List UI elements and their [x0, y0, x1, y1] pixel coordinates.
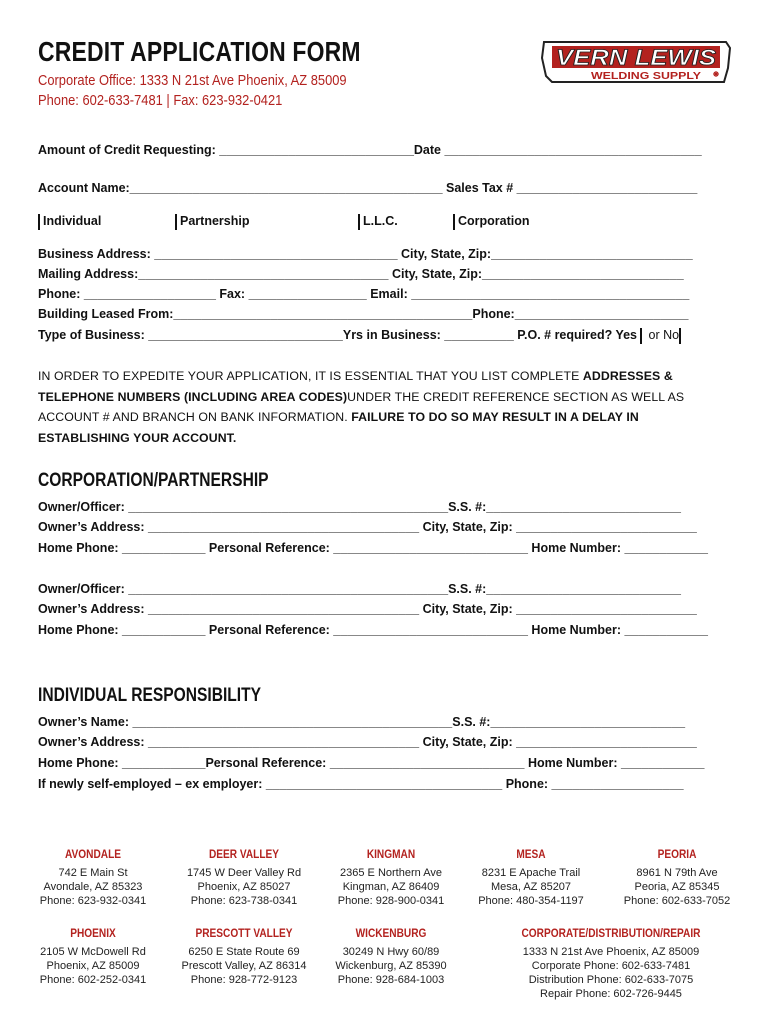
location-phoenix: PHOENIX 2105 W McDowell Rd Phoenix, AZ 85009 Phone: 602-252-0341: [18, 927, 168, 987]
owner-address-row-1[interactable]: Owner’s Address: _______________________________________ City, State, Zip: __________________________: [38, 520, 697, 534]
business-address-row[interactable]: Business Address: ___________________________________ City, State, Zip:_____________________________: [38, 247, 693, 261]
owner-officer-row-1[interactable]: Owner/Officer: ______________________________________________S.S. #:____________________________: [38, 500, 681, 514]
individual-address-row[interactable]: Owner’s Address: _______________________________________ City, State, Zip: __________________________: [38, 735, 697, 749]
home-phone-row-1[interactable]: Home Phone: ____________ Personal Reference: ____________________________ Home Number: ____________: [38, 541, 708, 555]
corporate-phone-fax: Phone: 602-633-7481 | Fax: 623-932-0421: [38, 92, 283, 109]
checkbox-icon[interactable]: [175, 214, 177, 230]
logo-text-bottom: WELDING SUPPLY: [591, 71, 702, 82]
amount-date-row[interactable]: Amount of Credit Requesting: ____________________________Date _____________________________________: [38, 143, 702, 157]
location-name: KINGMAN: [366, 849, 416, 861]
corporation-heading: CORPORATION/PARTNERSHIP: [38, 470, 269, 491]
corporate-office: Corporate Office: 1333 N 21st Ave Phoenix, AZ 85009: [38, 72, 347, 89]
location-name: DEER VALLEY: [208, 849, 280, 861]
checkbox-corporation[interactable]: Corporation: [453, 214, 530, 229]
individual-heading: INDIVIDUAL RESPONSIBILITY: [38, 685, 262, 706]
owner-address-row-2[interactable]: Owner’s Address: _______________________________________ City, State, Zip: __________________________: [38, 602, 697, 616]
location-corporate: CORPORATE/DISTRIBUTION/REPAIR 1333 N 21st Ave Phoenix, AZ 85009 Corporate Phone: 602-633-7481 Distribution Phone: 602-633-7075 Repair Phone: 602-726-9445: [500, 927, 722, 1001]
checkbox-icon[interactable]: [358, 214, 360, 230]
location-name: PRESCOTT VALLEY: [195, 928, 293, 940]
location-wickenburg: WICKENBURG 30249 N Hwy 60/89 Wickenburg, AZ 85390 Phone: 928-684-1003: [316, 927, 466, 987]
notice-paragraph: IN ORDER TO EXPEDITE YOUR APPLICATION, IT IS ESSENTIAL THAT YOU LIST COMPLETE ADDRESSES & TELEPHONE NUMBERS (INCLUDING AREA CODES)UNDER THE CREDIT REFERENCE SECTION AS WELL AS ACCOUNT # AND BRANCH ON BANK INFORMATION. FAILURE TO DO SO MAY RESULT IN A DELAY IN ESTABLISHING YOUR ACCOUNT.: [38, 369, 685, 445]
location-name: PHOENIX: [70, 928, 116, 940]
location-name: WICKENBURG: [355, 928, 427, 940]
location-deer-valley: DEER VALLEY 1745 W Deer Valley Rd Phoenix, AZ 85027 Phone: 623-738-0341: [169, 848, 319, 908]
self-employed-row[interactable]: If newly self-employed – ex employer: __________________________________ Phone: ___________________: [38, 777, 684, 791]
checkbox-individual[interactable]: Individual: [38, 214, 101, 229]
checkbox-icon[interactable]: [38, 214, 40, 230]
building-leased-row[interactable]: Building Leased From:___________________________________________Phone:_________________________: [38, 307, 689, 321]
checkbox-yes[interactable]: [640, 328, 642, 344]
vern-lewis-logo: [538, 38, 734, 86]
location-name: CORPORATE/DISTRIBUTION/REPAIR: [521, 928, 701, 940]
logo-text-top: VERN LEWIS: [556, 45, 717, 70]
location-name: AVONDALE: [64, 849, 122, 861]
checkbox-llc[interactable]: L.L.C.: [358, 214, 398, 229]
location-mesa: MESA 8231 E Apache Trail Mesa, AZ 85207 Phone: 480-354-1197: [456, 848, 606, 908]
location-avondale: AVONDALE 742 E Main St Avondale, AZ 85323 Phone: 623-932-0341: [18, 848, 168, 908]
phone-fax-email-row[interactable]: Phone: ___________________ Fax: _________________ Email: ________________________________________: [38, 287, 690, 301]
spark-icon: [713, 71, 719, 77]
location-prescott-valley: PRESCOTT VALLEY 6250 E State Route 69 Prescott Valley, AZ 86314 Phone: 928-772-9123: [169, 927, 319, 987]
home-phone-row-2[interactable]: Home Phone: ____________ Personal Reference: ____________________________ Home Number: ____________: [38, 623, 708, 637]
checkbox-no[interactable]: [679, 328, 681, 344]
location-name: MESA: [516, 849, 546, 861]
mailing-address-row[interactable]: Mailing Address:____________________________________ City, State, Zip:_____________________________: [38, 267, 684, 281]
location-peoria: PEORIA 8961 N 79th Ave Peoria, AZ 85345 Phone: 602-633-7052: [602, 848, 752, 908]
checkbox-partnership[interactable]: Partnership: [175, 214, 249, 229]
checkbox-icon[interactable]: [453, 214, 455, 230]
type-of-business-row[interactable]: Type of Business: ____________________________Yrs in Business: __________ P.O. # required? Yes or No: [38, 328, 680, 342]
location-name: PEORIA: [657, 849, 697, 861]
location-kingman: KINGMAN 2365 E Northern Ave Kingman, AZ 86409 Phone: 928-900-0341: [316, 848, 466, 908]
account-name-row[interactable]: Account Name:_____________________________________________ Sales Tax # __________________________: [38, 181, 698, 195]
individual-home-phone-row[interactable]: Home Phone: ____________Personal Reference: ____________________________ Home Number: ____________: [38, 756, 705, 770]
owner-name-row[interactable]: Owner’s Name: ______________________________________________S.S. #:____________________________: [38, 715, 686, 729]
owner-officer-row-2[interactable]: Owner/Officer: ______________________________________________S.S. #:____________________________: [38, 582, 681, 596]
form-title: CREDIT APPLICATION FORM: [38, 36, 361, 67]
